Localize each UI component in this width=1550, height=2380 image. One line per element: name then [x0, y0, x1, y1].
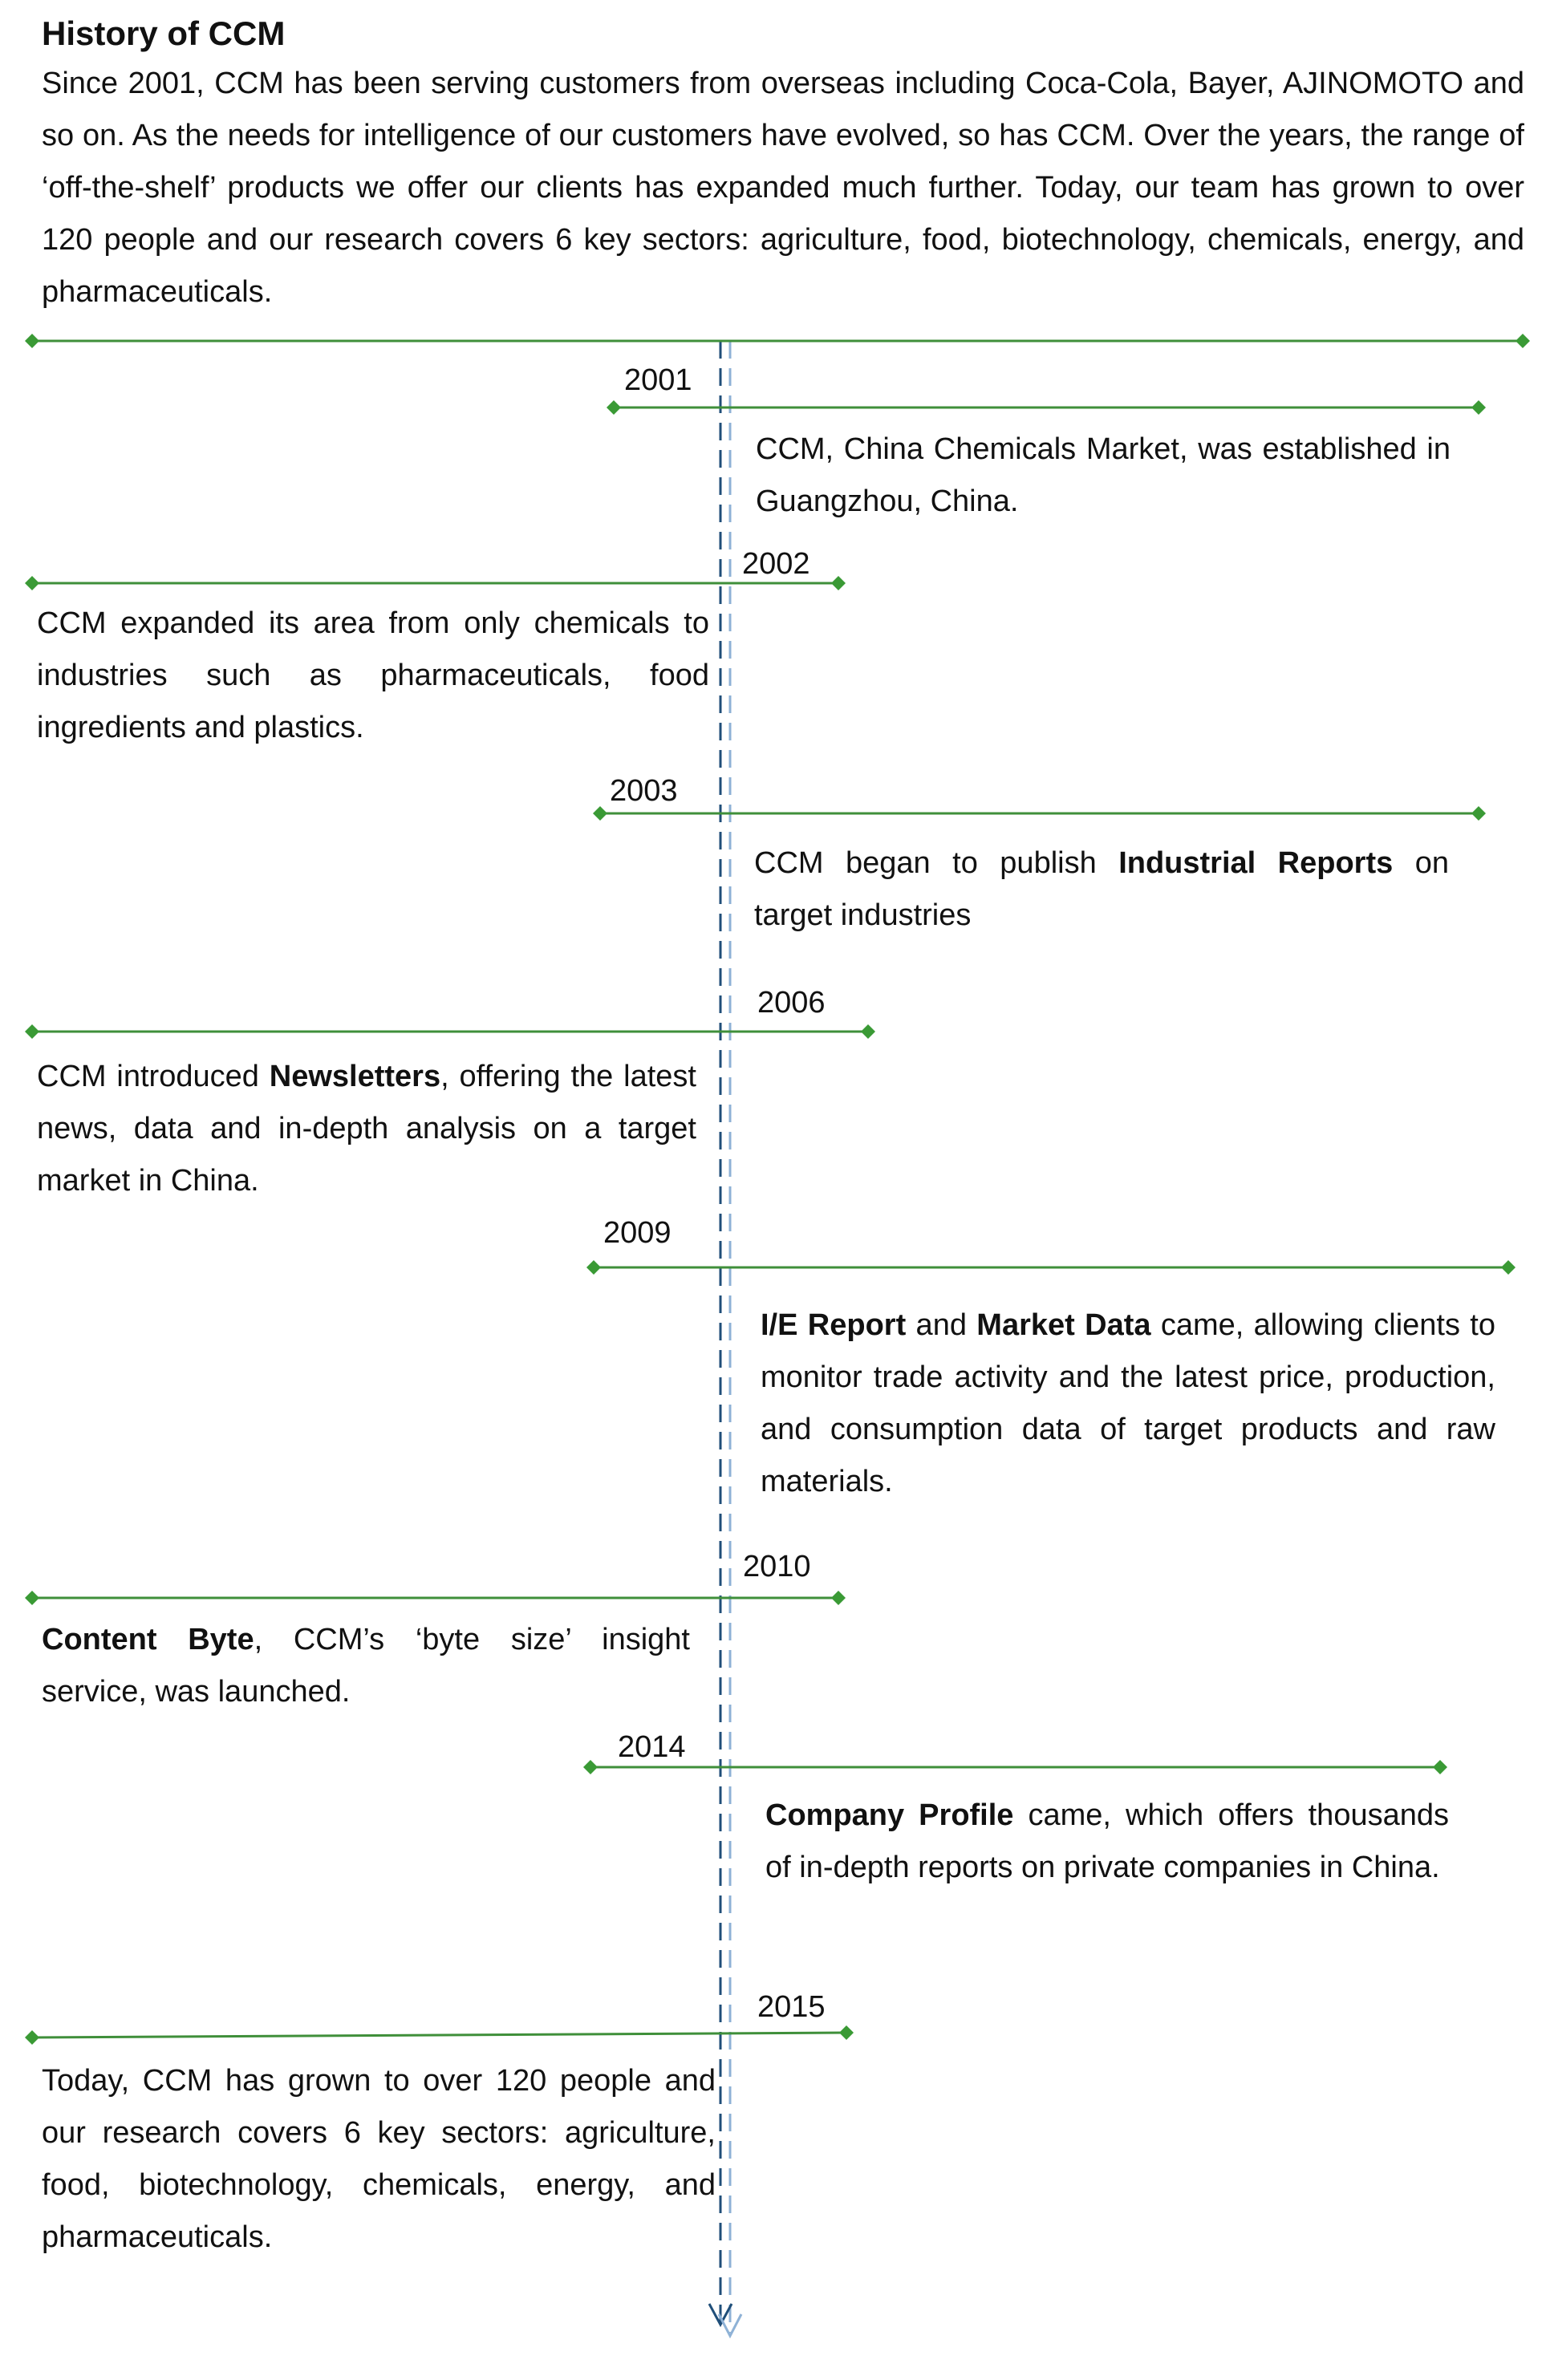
event-connector-2003-end-marker — [1471, 806, 1486, 821]
event-product-name: Industrial Reports — [1118, 846, 1394, 880]
event-text: CCM expanded its area from only chemicals to industries such as pharmaceuticals, food ingredients and plastics. — [37, 606, 709, 744]
event-year-2015: 2015 — [757, 1990, 826, 2024]
event-year-2010: 2010 — [743, 1550, 811, 1583]
event-year-2006: 2006 — [757, 986, 826, 1020]
event-text: came, allowing clients to monitor trade activity and the latest price, production, and consumption data of target products and raw materials. — [761, 1308, 1495, 1498]
divider-line-start-marker — [25, 334, 39, 348]
divider-line-end-marker — [1516, 334, 1530, 348]
page-title: History of CCM — [42, 14, 286, 52]
event-connector-2001-start-marker — [607, 400, 621, 415]
event-description-2006 — [37, 1051, 696, 1207]
event-product-name: Company Profile — [765, 1798, 1014, 1832]
event-text: Today, CCM has grown to over 120 people and our research covers 6 key sectors: agriculture, food, biotechnology, chemicals, energy, and pharmaceuticals. — [42, 2064, 716, 2254]
event-connector-2015-end-marker — [839, 2025, 854, 2040]
event-description-2002 — [37, 598, 709, 754]
event-year-2014: 2014 — [618, 1730, 686, 1764]
event-product-name: Newsletters — [269, 1060, 441, 1093]
event-description-2015 — [42, 2055, 716, 2264]
event-year-2009: 2009 — [603, 1216, 672, 1250]
event-connector-2015-start-marker — [25, 2030, 39, 2045]
event-connector-2014-end-marker — [1433, 1760, 1447, 1774]
event-description-2009 — [761, 1299, 1495, 1508]
event-text: , offering the latest news, data and in-depth analysis on a target market in China. — [37, 1060, 696, 1198]
event-product-name: I/E Report — [761, 1308, 907, 1342]
timeline-axis — [709, 341, 741, 2336]
event-description-2001 — [756, 424, 1451, 528]
event-connector-2002-start-marker — [25, 576, 39, 590]
event-text: CCM introduced — [37, 1060, 270, 1093]
event-year-2002: 2002 — [742, 547, 810, 581]
event-connector-2014-start-marker — [583, 1760, 598, 1774]
event-connector-2003-start-marker — [593, 806, 607, 821]
event-connector-2009-end-marker — [1501, 1260, 1516, 1275]
event-connector-2006-start-marker — [25, 1024, 39, 1039]
event-description-2010 — [42, 1614, 690, 1718]
intro-paragraph: Since 2001, CCM has been serving customers from overseas including Coca-Cola, Bayer, AJINOMOTO and so on. As the needs for intelligence of our customers have evolved, so has CCM. Over the years, the range of ‘off-the-shelf’ products we offer our clients has expanded much further. Today, our team has grown to over 120 people and our research covers 6 key sectors: agriculture, food, biotechnology, chemicals, energy, and pharmaceuticals. — [42, 67, 1524, 309]
event-connector-2010-start-marker — [25, 1591, 39, 1605]
event-connector-2001-end-marker — [1471, 400, 1486, 415]
event-text: came, which offers thousands of in-depth reports on private companies in China. — [765, 1798, 1449, 1884]
event-connector-2009-start-marker — [586, 1260, 601, 1275]
event-text: CCM began to publish — [754, 846, 1119, 880]
event-connector-2015 — [32, 2033, 846, 2037]
event-year-2003: 2003 — [610, 774, 678, 808]
event-product-name: Market Data — [976, 1308, 1151, 1342]
event-connector-2006-end-marker — [861, 1024, 875, 1039]
event-text: on target industries — [754, 846, 1449, 932]
event-year-2001: 2001 — [624, 363, 692, 397]
event-connector-2010-end-marker — [831, 1591, 846, 1605]
event-connector-2002-end-marker — [831, 576, 846, 590]
event-description-2003 — [754, 837, 1449, 942]
event-description-2014 — [765, 1790, 1449, 1894]
event-text: and — [906, 1308, 977, 1342]
event-text: CCM, China Chemicals Market, was established in Guangzhou, China. — [756, 432, 1451, 518]
event-text: , CCM’s ‘byte size’ insight service, was launched. — [42, 1623, 690, 1709]
event-product-name: Content Byte — [42, 1623, 254, 1656]
